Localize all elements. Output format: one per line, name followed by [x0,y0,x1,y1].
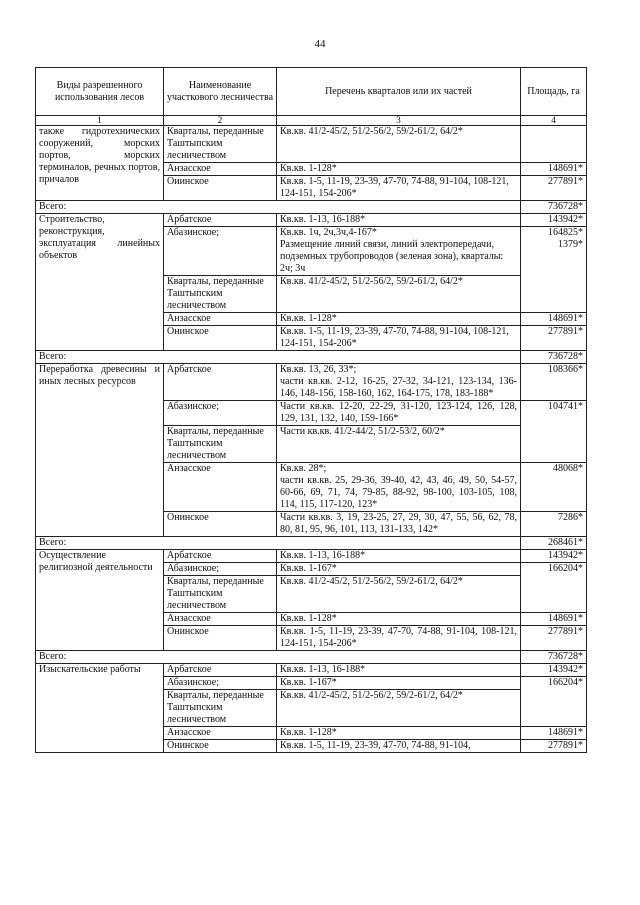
col-number: 1 [36,116,164,126]
total-area: 736728* [521,351,587,364]
col-number: 3 [277,116,521,126]
quarters-cell: Части кв.кв. 12-20, 22-29, 31-120, 123-124, 126, 128, 129, 131, 132, 140, 159-166* [277,401,521,426]
use-type-cell: Изыскательские работы [36,664,164,753]
quarters-cell: Кв.кв. 1-128* [277,727,521,740]
quarters-cell: Кв.кв. 1-167* [277,677,521,690]
forestry-cell: Кварталы, переданные Таштыпским лесничеством [164,576,277,613]
area-cell: 277891* [521,326,587,351]
area-cell: 166204* [521,677,587,727]
table-row [36,364,587,401]
table-row [36,126,587,163]
forestry-cell: Онинское [164,626,277,651]
forestry-cell: Арбатское [164,364,277,401]
quarters-cell: Кв.кв. 1-128* [277,313,521,326]
area-cell: 143942* [521,550,587,563]
quarters-cell: Кв.кв. 41/2-45/2, 51/2-56/2, 59/2-61/2, 64/2* [277,126,521,163]
forestry-cell: Анзасское [164,163,277,176]
area-cell: 7286* [521,512,587,537]
table-row [36,664,587,677]
quarters-cell: Кв.кв. 1-5, 11-19, 23-39, 47-70, 74-88, 91-104, 108-121, 124-151, 154-206* [277,326,521,351]
col-number: 2 [164,116,277,126]
forestry-cell: Арбатское [164,664,277,677]
quarters-cell: Кв.кв. 41/2-45/2, 51/2-56/2, 59/2-61/2, 64/2* [277,690,521,727]
total-area: 736728* [521,201,587,214]
table-header-row [36,68,587,116]
quarters-text: Кв.кв. 1ч, 2ч,3ч,4-167* [280,227,377,238]
quarters-cell: Части кв.кв. 41/2-44/2, 51/2-53/2, 60/2* [277,426,521,463]
quarters-text: Кв.кв. 28*; [280,463,327,474]
quarters-cell: Кв.кв. 1-13, 16-188* [277,214,521,227]
area-cell: 48068* [521,463,587,512]
forest-use-table [35,67,587,753]
quarters-cell [277,227,521,276]
forestry-cell: Кварталы, переданные Таштыпским лесничеством [164,426,277,463]
forestry-cell: Анзасское [164,463,277,512]
quarters-text: части кв.кв. 25, 29-36, 39-40, 42, 43, 46, 49, 50, 54-57, 60-66, 69, 71, 74, 79-85, 88-92, 98-100, 103-105, 108, 114, 115, 117-120, 123* [280,475,517,510]
area-cell: 148691* [521,613,587,626]
area-value: 1379* [558,239,583,250]
table-row [36,214,587,227]
area-cell: 148691* [521,163,587,176]
forestry-cell: Абазинское; [164,563,277,576]
area-cell: 277891* [521,176,587,201]
forestry-cell: Онинское [164,740,277,753]
forestry-cell: Анзасское [164,313,277,326]
quarters-cell: Кв.кв. 1-13, 16-188* [277,550,521,563]
quarters-text: части кв.кв. 2-12, 16-25, 27-32, 34-121, 123-134, 136-146, 148-156, 158-160, 162, 164-175, 178, 183-188* [280,376,517,399]
area-cell: 108366* [521,364,587,401]
quarters-cell: Кв.кв. 41/2-45/2, 51/2-56/2, 59/2-61/2, 64/2* [277,576,521,613]
forestry-cell: Онинское [164,326,277,351]
area-cell [521,126,587,163]
quarters-cell: Кв.кв. 1-13, 16-188* [277,664,521,677]
quarters-cell: Кв.кв. 1-167* [277,563,521,576]
quarters-cell: Кв.кв. 1-128* [277,163,521,176]
quarters-cell: Части кв.кв. 3, 19, 23-25, 27, 29, 30, 47, 55, 56, 62, 78, 80, 81, 95, 96, 101, 113, 131-133, 142* [277,512,521,537]
area-cell: 143942* [521,664,587,677]
total-row [36,651,587,664]
area-cell: 148691* [521,727,587,740]
forestry-cell: Арбатское [164,550,277,563]
forestry-cell: Кварталы, переданные Таштыпским лесничеством [164,126,277,163]
total-row [36,537,587,550]
quarters-cell: Кв.кв. 1-128* [277,613,521,626]
forestry-cell: Анзасское [164,727,277,740]
page-number: 44 [314,38,326,50]
header-forestry: Наименование участкового лесничества [164,68,277,116]
forestry-cell: Кварталы, переданные Таштыпским лесничеством [164,276,277,313]
quarters-note: Размещение линий связи, линий электропередачи, подземных трубопроводов (зеленая зона), кварталы: 2ч; 3ч [280,239,504,274]
quarters-cell: Кв.кв. 41/2-45/2, 51/2-56/2, 59/2-61/2, 64/2* [277,276,521,313]
area-cell [521,227,587,313]
use-type-cell: Осуществление религиозной деятельности [36,550,164,651]
forestry-cell: Кварталы, переданные Таштыпским лесничеством [164,690,277,727]
area-cell: 166204* [521,563,587,613]
header-use-type: Виды разрешенного использования лесов [36,68,164,116]
use-type-cell: Строительство, реконструкция, эксплуатация линейных объектов [36,214,164,351]
forestry-cell: Абазинское; [164,677,277,690]
total-label: Всего: [36,201,521,214]
total-label: Всего: [36,537,521,550]
area-cell: 277891* [521,626,587,651]
quarters-cell: Кв.кв. 1-5, 11-19, 23-39, 47-70, 74-88, 91-104, 108-121, 124-151, 154-206* [277,626,521,651]
table-row [36,550,587,563]
forestry-cell: Абазинское; [164,227,277,276]
area-cell: 277891* [521,740,587,753]
forestry-cell: Онинское [164,512,277,537]
use-type-cell: также гидротехнических сооружений, морских портов, морских терминалов, речных портов, причалов [36,126,164,201]
quarters-cell [277,463,521,512]
quarters-cell [277,364,521,401]
header-quarters: Перечень кварталов или их частей [277,68,521,116]
total-row [36,201,587,214]
total-label: Всего: [36,351,521,364]
total-area: 736728* [521,651,587,664]
forestry-cell: Анзасское [164,613,277,626]
forestry-cell: Абазинское; [164,401,277,426]
quarters-cell: Кв.кв. 1-5, 11-19, 23-39, 47-70, 74-88, 91-104, [277,740,521,753]
quarters-text: Кв.кв. 13, 26, 33*; [280,364,357,375]
area-cell: 104741* [521,401,587,463]
use-type-cell: Переработка древесины и иных лесных ресурсов [36,364,164,537]
quarters-cell: Кв.кв. 1-5, 11-19, 23-39, 47-70, 74-88, 91-104, 108-121, 124-151, 154-206* [277,176,521,201]
area-cell: 148691* [521,313,587,326]
area-cell: 143942* [521,214,587,227]
col-number: 4 [521,116,587,126]
total-area: 268461* [521,537,587,550]
header-area: Площадь, га [521,68,587,116]
total-row [36,351,587,364]
total-label: Всего: [36,651,521,664]
forestry-cell: Оиинское [164,176,277,201]
area-value: 164825* [548,227,583,238]
column-number-row [36,116,587,126]
forestry-cell: Арбатское [164,214,277,227]
